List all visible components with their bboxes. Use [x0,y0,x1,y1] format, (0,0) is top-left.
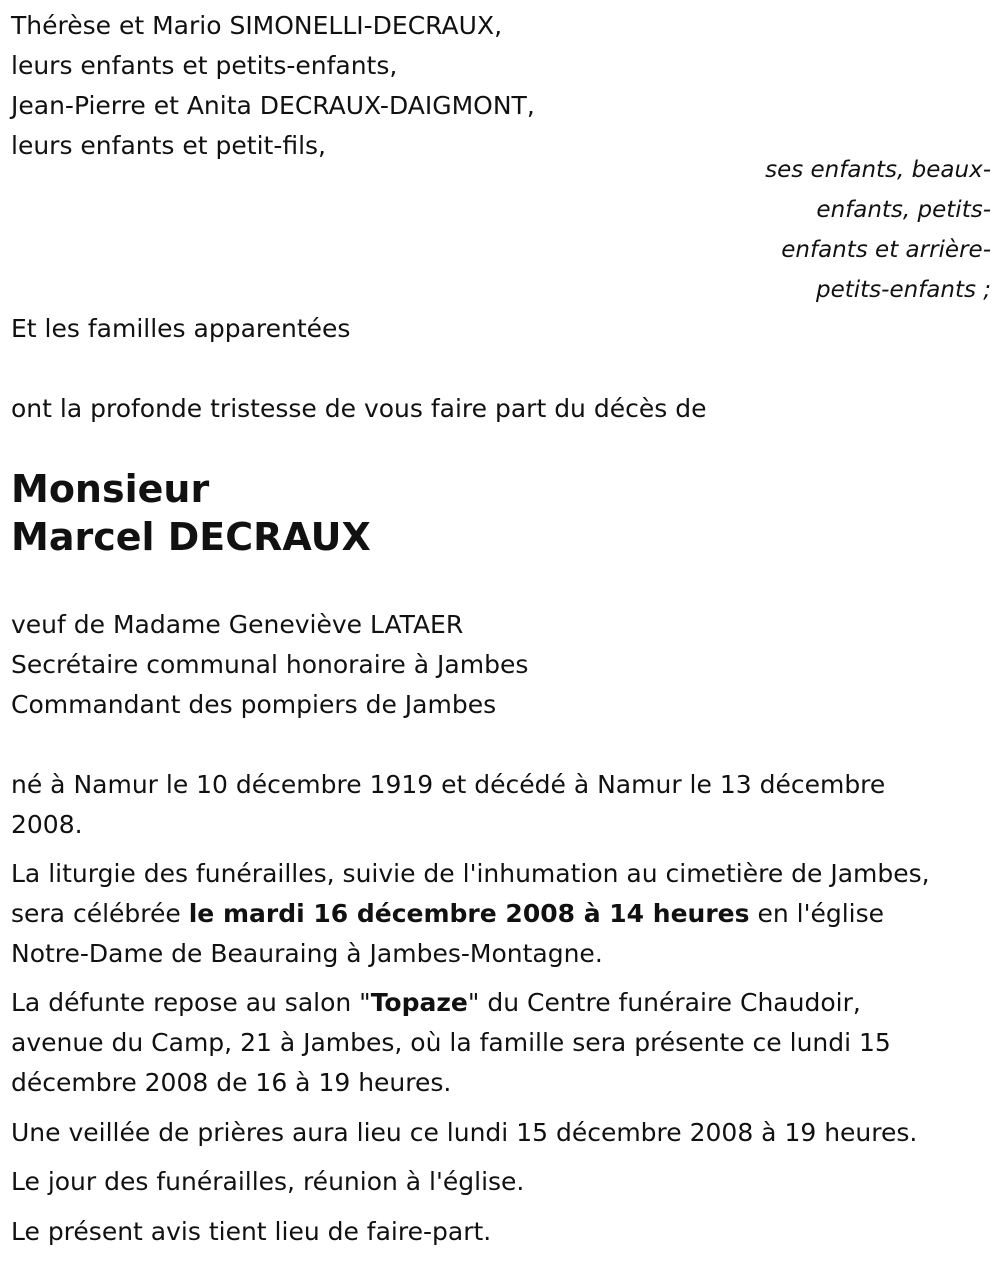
family-line-4: leurs enfants et petit-fils, [11,131,327,160]
liturgy-line-2-prefix: sera célébrée [11,899,189,928]
notice-line: Le présent avis tient lieu de faire-part. [11,1217,492,1246]
descendants-line-2: enfants, petits- [816,197,991,223]
relatives-line: Et les familles apparentées [11,314,351,343]
birth-death-line-2: 2008. [11,810,83,839]
repose-line-1-prefix: La défunte repose au salon " [11,988,371,1017]
vigil-line: Une veillée de prières aura lieu ce lundi 15 décembre 2008 à 19 heures. [11,1118,918,1147]
repose-line-3: décembre 2008 de 16 à 19 heures. [11,1068,452,1097]
repose-line-2: avenue du Camp, 21 à Jambes, où la famille sera présente ce lundi 15 [11,1028,891,1057]
role-line-2: Commandant des pompiers de Jambes [11,690,497,719]
liturgy-line-2-suffix: en l'église [749,899,884,928]
liturgy-line-3: Notre-Dame de Beauraing à Jambes-Montagne. [11,939,603,968]
deceased-title: Monsieur [11,467,210,511]
meeting-line: Le jour des funérailles, réunion à l'église. [11,1167,525,1196]
descendants-line-4: petits-enfants ; [815,277,991,303]
deceased-name: Marcel DECRAUX [11,515,371,559]
salon-name: Topaze [370,988,468,1017]
descendants-line-1: ses enfants, beaux- [765,157,991,183]
birth-death-line-1: né à Namur le 10 décembre 1919 et décédé à Namur le 13 décembre [11,770,886,799]
family-line-3: Jean-Pierre et Anita DECRAUX-DAIGMONT, [11,91,535,120]
repose-line-1 [11,983,861,1023]
repose-line-1-suffix: " du Centre funéraire Chaudoir, [467,988,861,1017]
family-line-2: leurs enfants et petits-enfants, [11,51,398,80]
descendants-line-3: enfants et arrière- [781,237,991,263]
family-line-1: Thérèse et Mario SIMONELLI-DECRAUX, [11,11,503,40]
liturgy-line-2 [11,894,884,934]
role-line-1: Secrétaire communal honoraire à Jambes [11,650,529,679]
announcement-line: ont la profonde tristesse de vous faire part du décès de [11,394,707,423]
liturgy-line-1: La liturgie des funérailles, suivie de l'inhumation au cimetière de Jambes, [11,859,930,888]
funeral-date: le mardi 16 décembre 2008 à 14 heures [188,899,750,928]
widower-line: veuf de Madame Geneviève LATAER [11,610,464,639]
